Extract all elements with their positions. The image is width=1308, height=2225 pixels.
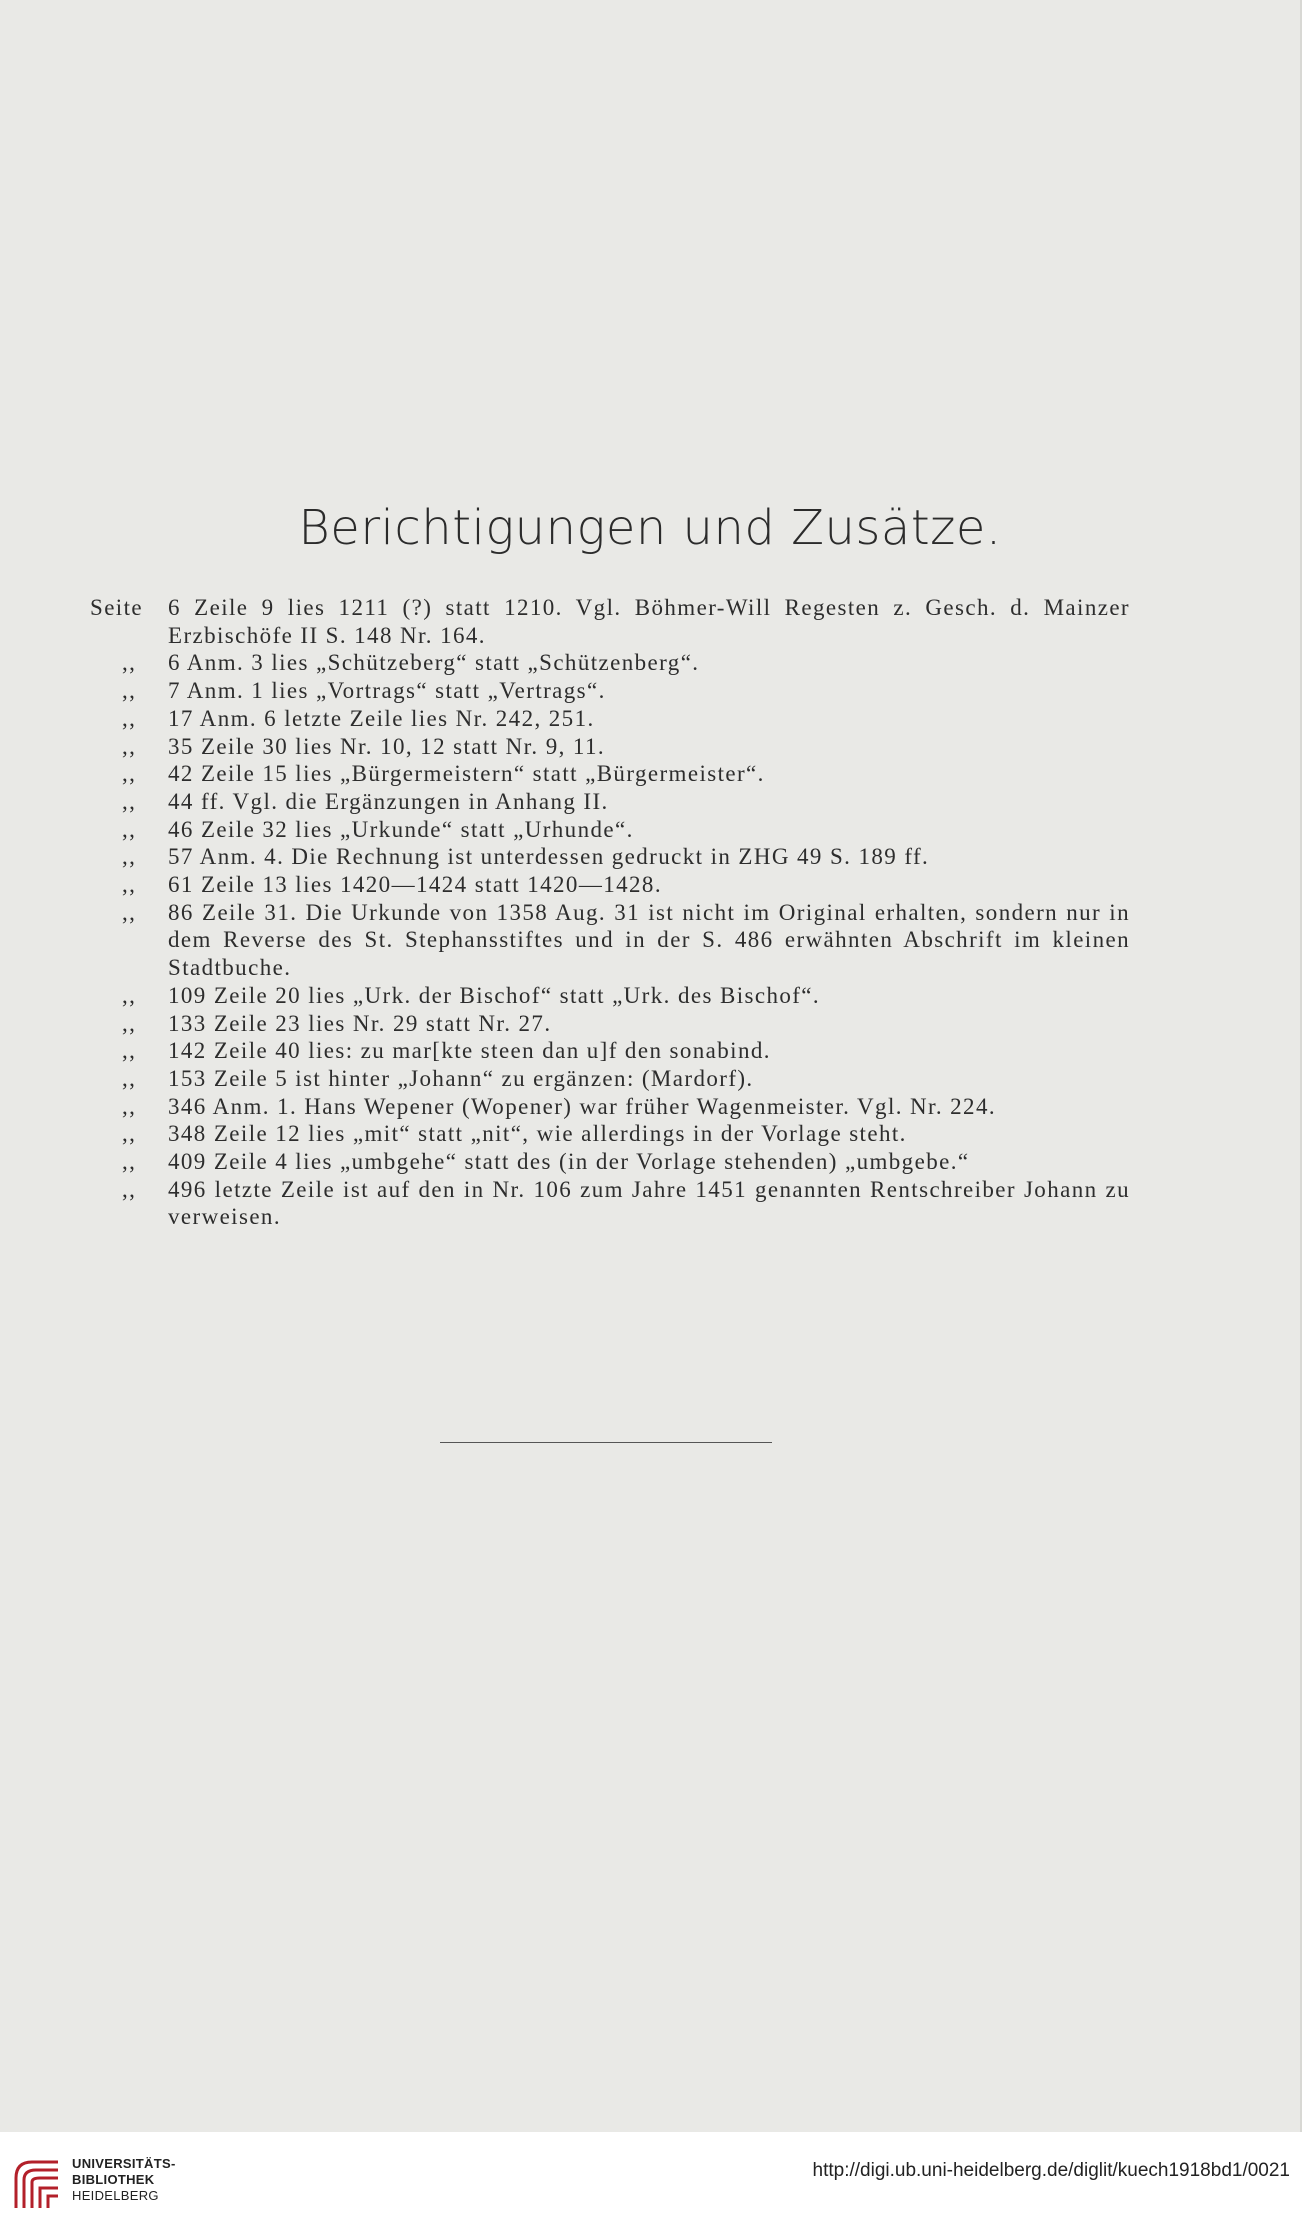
- ditto-mark: ,,: [122, 899, 137, 925]
- correction-text: 17 Anm. 6 letzte Zeile lies Nr. 242, 251.: [168, 705, 595, 731]
- ditto-mark: ,,: [122, 1149, 137, 1175]
- ditto-mark: ,,: [122, 816, 137, 842]
- correction-text: 44 ff. Vgl. die Ergänzungen in Anhang II.: [168, 788, 609, 814]
- ditto-mark: ,,: [122, 650, 137, 676]
- correction-text: 133 Zeile 23 lies Nr. 29 statt Nr. 27.: [168, 1010, 552, 1036]
- correction-text: 57 Anm. 4. Die Rechnung ist unterdessen gedruckt in ZHG 49 S. 189 ff.: [168, 844, 930, 870]
- correction-text: 86 Zeile 31. Die Urkunde von 1358 Aug. 31 ist nicht im Original erhalten, sondern nur in dem Reverse des St. Stephansstiftes und in der S. 486 erwähnten Abschrift im kleinen Stadtbuche.: [168, 899, 1130, 981]
- ditto-mark: ,,: [122, 678, 137, 704]
- ditto-mark: ,,: [122, 761, 137, 787]
- correction-entry: [90, 733, 1130, 761]
- ditto-mark: ,,: [122, 705, 137, 731]
- correction-text: 7 Anm. 1 lies „Vortrags“ statt „Vertrags“.: [168, 678, 606, 704]
- correction-entry: [90, 594, 1130, 649]
- correction-text: 348 Zeile 12 lies „mit“ statt „nit“, wie allerdings in der Vorlage steht.: [168, 1121, 907, 1147]
- correction-entry: [90, 982, 1130, 1010]
- correction-entry: [90, 1037, 1130, 1065]
- ditto-mark: ,,: [122, 1065, 137, 1091]
- correction-entry: [90, 1065, 1130, 1093]
- correction-text: 346 Anm. 1. Hans Wepener (Wopener) war früher Wagenmeister. Vgl. Nr. 224.: [168, 1093, 996, 1119]
- correction-text: 153 Zeile 5 ist hinter „Johann“ zu ergänzen: (Mardorf).: [168, 1065, 754, 1091]
- library-line-1: UNIVERSITÄTS-: [72, 2156, 176, 2171]
- corrections-list: [90, 594, 1130, 1231]
- library-logo-icon: [12, 2148, 62, 2212]
- correction-text: 142 Zeile 40 lies: zu mar[kte steen dan u]f den sonabind.: [168, 1038, 771, 1064]
- correction-entry: [90, 1148, 1130, 1176]
- correction-entry: [90, 1093, 1130, 1121]
- ditto-mark: ,,: [122, 1093, 137, 1119]
- correction-entry: [90, 705, 1130, 733]
- footer: [0, 2132, 1308, 2225]
- correction-text: 6 Anm. 3 lies „Schützeberg“ statt „Schützenberg“.: [168, 650, 700, 676]
- correction-text: 496 letzte Zeile ist auf den in Nr. 106 zum Jahre 1451 genannten Rentschreiber Johann zu verweisen.: [168, 1176, 1130, 1230]
- library-name: [72, 2156, 176, 2204]
- correction-entry: [90, 1120, 1130, 1148]
- correction-entry: [90, 871, 1130, 899]
- correction-text: 109 Zeile 20 lies „Urk. der Bischof“ statt „Urk. des Bischof“.: [168, 982, 821, 1008]
- correction-entry: [90, 816, 1130, 844]
- correction-entry: [90, 1010, 1130, 1038]
- source-url-link[interactable]: http://digi.ub.uni-heidelberg.de/diglit/kuech1918bd1/0021: [812, 2160, 1290, 2181]
- correction-entry: [90, 788, 1130, 816]
- library-line-2: BIBLIOTHEK: [72, 2172, 155, 2187]
- page-title: Berichtigungen und Zusätze.: [298, 500, 1002, 556]
- correction-text: 42 Zeile 15 lies „Bürgermeistern“ statt „Bürgermeister“.: [168, 761, 765, 787]
- ditto-mark: ,,: [122, 1176, 137, 1202]
- correction-entry: [90, 677, 1130, 705]
- library-line-3: HEIDELBERG: [72, 2188, 159, 2203]
- correction-text: 6 Zeile 9 lies 1211 (?) statt 1210. Vgl. Böhmer-Will Regesten z. Gesch. d. Mainzer Erzbischöfe II S. 148 Nr. 164.: [168, 595, 1130, 648]
- end-rule: [440, 1442, 772, 1443]
- seite-label: Seite: [90, 595, 143, 620]
- correction-text: 61 Zeile 13 lies 1420—1424 statt 1420—1428.: [168, 872, 662, 898]
- ditto-mark: ,,: [122, 844, 137, 870]
- correction-text: 409 Zeile 4 lies „umbgehe“ statt des (in der Vorlage stehenden) „umbgebe.“: [168, 1149, 970, 1175]
- correction-text: 35 Zeile 30 lies Nr. 10, 12 statt Nr. 9, 11.: [168, 733, 606, 759]
- correction-entry: [90, 649, 1130, 677]
- correction-text: 46 Zeile 32 lies „Urkunde“ statt „Urhunde“.: [168, 816, 634, 842]
- correction-entry: [90, 760, 1130, 788]
- correction-entry: [90, 899, 1130, 982]
- ditto-mark: ,,: [122, 872, 137, 898]
- ditto-mark: ,,: [122, 788, 137, 814]
- ditto-mark: ,,: [122, 733, 137, 759]
- ditto-mark: ,,: [122, 1121, 137, 1147]
- ditto-mark: ,,: [122, 982, 137, 1008]
- correction-entry: [90, 843, 1130, 871]
- ditto-mark: ,,: [122, 1038, 137, 1064]
- correction-entry: [90, 1176, 1130, 1231]
- ditto-mark: ,,: [122, 1010, 137, 1036]
